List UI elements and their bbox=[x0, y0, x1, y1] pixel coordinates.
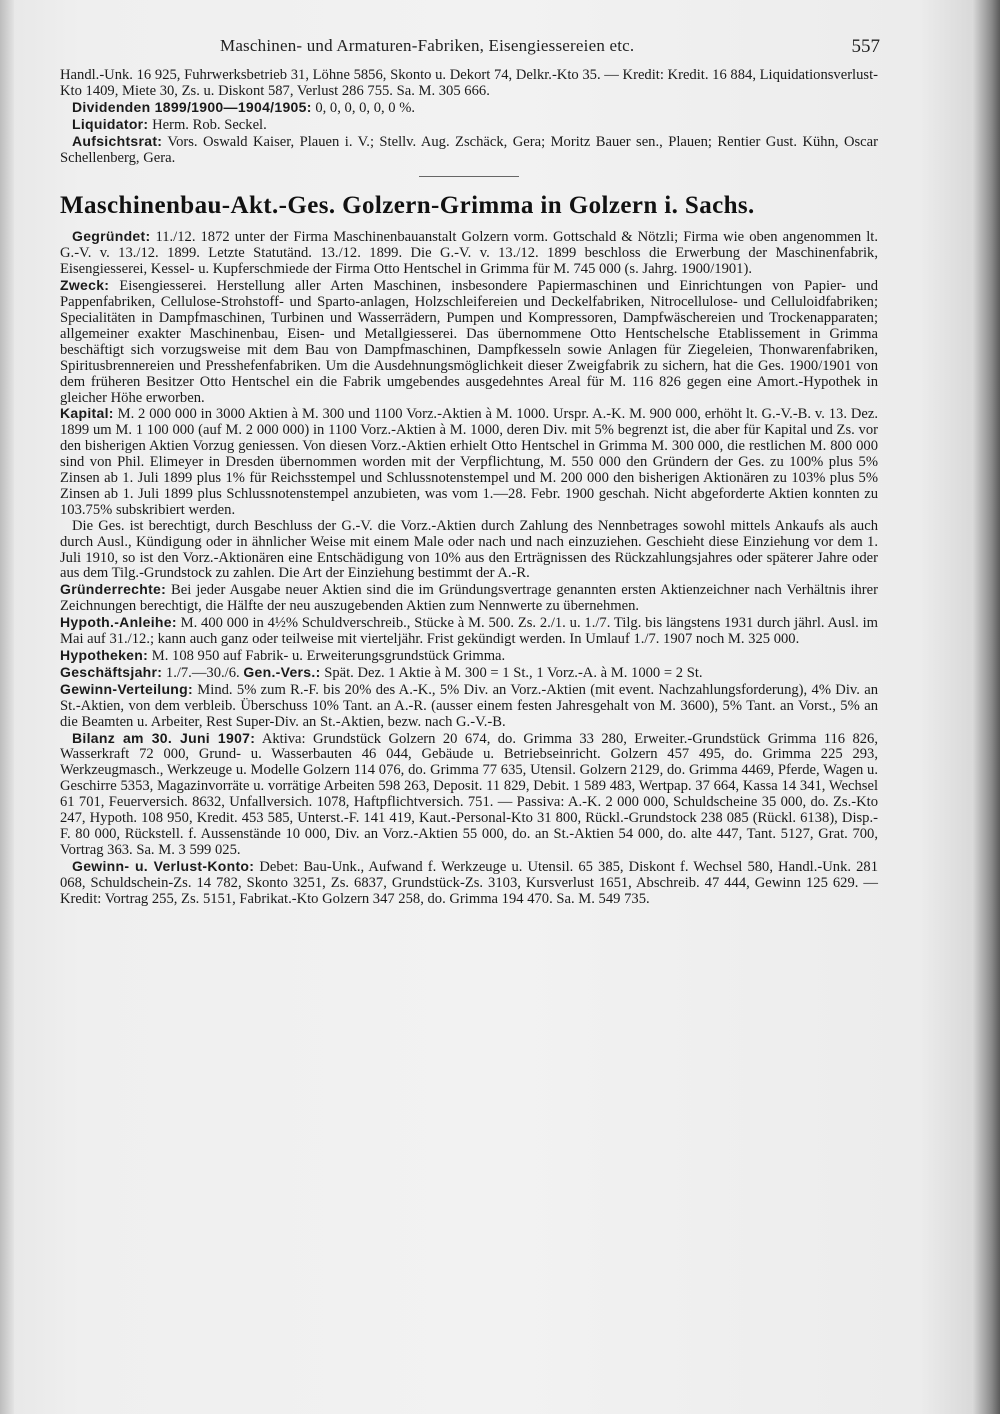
entry-kapital bbox=[60, 406, 878, 518]
hypotheken-text: M. 108 950 auf Fabrik- u. Erweiterungsgrundstück Grimma. bbox=[151, 648, 506, 664]
guv-label: Gewinn- u. Verlust-Konto: bbox=[72, 857, 255, 874]
running-head: Maschinen- und Armaturen-Fabriken, Eisengiessereien etc. bbox=[220, 36, 635, 55]
gewinn-text: Mind. 5% zum R.-F. bis 20% des A.-K., 5% Div. an Vorz.-Aktien (mit event. Nachzahlungsforderung), 4% Div. an St.-Aktien, von dem verbleib. Überschuss 10% Tant. an A.-R. (ausser einem festen Jahresgehalt von M. 3600), 5% Tant. an Vorst., 5% an die Beamten u. Arbeiter, Rest Super-Div. an St.-Aktien, bezw. nach G.-V.-B. bbox=[60, 681, 878, 730]
page-header bbox=[60, 36, 880, 62]
prev-entry-accounts: Handl.-Unk. 16 925, Fuhrwerksbetrieb 31, Löhne 5856, Skonto u. Dekort 74, Delkr.-Kto 35. — Kredit: Kredit. 16 884, Liquidationsverlust-Kto 1409, Miete 30, Zs. u. Diskont 587, Verlust 286 755. Sa. M. 305 666. bbox=[60, 67, 878, 99]
geschaeftsjahr-label: Geschäftsjahr: bbox=[60, 663, 163, 680]
genvers-text: Spät. Dez. 1 Aktie à M. 300 = 1 St., 1 Vorz.-A. à M. 1000 = 2 St. bbox=[324, 664, 703, 681]
bilanz-text: Aktiva: Grundstück Golzern 20 674, do. Grimma 33 280, Erweiter.-Grundstück Grimma 116 826, Wasserkraft 72 000, Grund- u. Wasserbauten 46 044, Gebäude u. Betriebseinricht. Golzern 457 495, do. Grimma 225 293, Werkzeugmasch., Werkzeuge u. Modelle Golzern 114 076, do. Grimma 77 635, Utensil. Golzern 2129, do. Grimma 4469, Pferde, Wagen u. Geschirre 5353, Magazinvorräte u. vorrätige Arbeiten 598 263, Deposit. 11 829, Debit. 1 589 483, Wertpap. 37 664, Kassa 14 341, Wechsel 61 701, Feuerversich. 8632, Unfallversich. 1078, Haftpflichtversich. 751. — Passiva: A.-K. 2 000 000, Schuldscheine 35 000, do. Zs.-Kto 247, Hypoth. 108 950, Kredit. 453 585, Unterst.-F. 141 419, Kaut.-Personal-Kto 31 800, Rückl.-Grundstock 238 085 (Rückl. 6138), Disp.-F. 80 000, Rückstell. f. Aussenstände 10 000, Div. an Vorz.-Aktien 55 000, do. an St.-Aktien 54 000, do. alte 447, Tant. 5127, Grat. 700, Vortrag 363. Sa. M. 3 599 025. bbox=[60, 730, 878, 858]
entry-zweck bbox=[60, 278, 878, 406]
prev-entry-dividenden bbox=[60, 100, 878, 117]
zweck-label: Zweck: bbox=[60, 277, 110, 294]
entry-hypotheken bbox=[60, 648, 878, 665]
page-edge-right bbox=[972, 0, 1000, 1414]
gegruendet-label: Gegründet: bbox=[72, 228, 151, 245]
bilanz-label: Bilanz am 30. Juni 1907: bbox=[72, 729, 256, 746]
prev-entry-aufsichtsrat bbox=[60, 134, 878, 167]
dividenden-label: Dividenden 1899/1900—1904/1905: bbox=[72, 98, 312, 115]
gewinn-label: Gewinn-Verteilung: bbox=[60, 680, 193, 697]
hypotheken-label: Hypotheken: bbox=[60, 647, 149, 663]
entry-guv bbox=[60, 859, 878, 908]
entry-gruenderrechte bbox=[60, 582, 878, 615]
entry-kapital-2: Die Ges. ist berechtigt, durch Beschluss der G.-V. die Vorz.-Aktien durch Zahlung des Nennbetrages sowohl mittels Ankaufs als auch durch Ausl., Kündigung oder in ähnlicher Weise mit einem Male oder nach und nach einzuziehen. Geschieht diese Einziehung vor dem 1. Juli 1910, so ist den Vorz.-Aktionären eine Entschädigung von 10% aus den Erträgnissen des Rückzahlungsjahres oder späterer Jahre oder aus dem Tilg.-Grundstock zu zahlen. Die Art der Einziehung bestimmt der A.-R. bbox=[60, 517, 878, 582]
gegruendet-text: 11./12. 1872 unter der Firma Maschinenbauanstalt Golzern vorm. Gottschald & Nötzli; Firma wie oben angenommen lt. G.-V. v. 13./12. 1899. Letzte Statutänd. 13./12. 1899. Die G.-V. v. 13./12. 1899 beschloss die Erwerbung der Maschinenfabrik, Eisengiesserei, Kessel- u. Kupferschmiede der Firma Otto Hentschel in Grimma für M. 745 000 (s. Jahrg. 1900/1901). bbox=[60, 229, 878, 278]
gruenderrechte-text: Bei jeder Ausgabe neuer Aktien sind die im Gründungsvertrage genannten ersten Aktienzeichner nach Verhältnis ihrer Zeichnungen berechtigt, die Hälfte der neu auszugebenden Aktien zum Nennwerte zu übernehmen. bbox=[60, 582, 878, 615]
dividenden-text: 0, 0, 0, 0, 0, 0 %. bbox=[315, 99, 416, 116]
aufsichtsrat-text: Vors. Oswald Kaiser, Plauen i. V.; Stellv. Aug. Zschäck, Gera; Moritz Bauer sen., Plauen; Rentier Gust. Kühn, Oscar Schellenberg, Gera. bbox=[60, 133, 878, 166]
guv-text: Debet: Bau-Unk., Aufwand f. Werkzeuge u. Utensil. 65 385, Diskont f. Wechsel 580, Handl.-Unk. 281 068, Schuldschein-Zs. 14 782, Skonto 3251, Zs. 6837, Grundstück-Zs. 3103, Kursverlust 1651, Abschreib. 47 444, Gewinn 125 629. — Kredit: Vortrag 255, Zs. 5151, Fabrikat.-Kto Golzern 347 258, do. Grimma 194 470. Sa. M. 549 735. bbox=[60, 858, 878, 907]
anleihe-text: M. 400 000 in 4½% Schuldverschreib., Stücke à M. 500. Zs. 2./1. u. 1./7. Tilg. bis längstens 1931 durch jährl. Ausl. im Mai auf 31./12.; kann auch ganz oder teilweise mit vierteljähr. Frist gekündigt werden. In Umlauf 1./7. 1907 noch M. 325 000. bbox=[60, 615, 878, 648]
page-number: 557 bbox=[851, 36, 880, 57]
aufsichtsrat-label: Aufsichtsrat: bbox=[72, 132, 163, 149]
section-divider bbox=[419, 176, 519, 177]
company-title: Maschinenbau-Akt.-Ges. Golzern-Grimma in Golzern i. Sachs. bbox=[60, 192, 755, 220]
page-body bbox=[60, 68, 878, 908]
anleihe-label: Hypoth.-Anleihe: bbox=[60, 614, 177, 631]
entry-gewinn-verteilung bbox=[60, 682, 878, 731]
liquidator-label: Liquidator: bbox=[72, 115, 149, 132]
entry-geschaeftsjahr bbox=[60, 665, 878, 682]
entry-bilanz bbox=[60, 731, 878, 859]
zweck-text: Eisengiesserei. Herstellung aller Arten Maschinen, insbesondere Papiermaschinen und Einrichtungen von Papier- und Pappenfabriken, Cellulose-Strohstoff- und Sparto-anlagen, Holzschleifereien und Deckelfabriken, Nitrocellulose- und Celluloidfabriken; Specialitäten in Dampfmaschinen, Turbinen und Wasserrädern, Pumpen und Kompressoren, Dampfwäschereien und Trockenapparaten; allgemeiner exakter Maschinenbau, Eisen- und Metallgiesserei. Das übernommene Otto Hentschelsche Etablissement in Grimma beschäftigt sich vorzugsweise mit dem Bau von Dampfmaschinen, Dampfkesseln sowie Anlagen für Ziegeleien, Thonwarenfabriken, Spiritusbrennereien und Presshefenfabriken. Um die Ausdehnungsmöglichkeit dieser Zweigfabrik zu sichern, hat die Ges. 1900/1901 von dem früheren Besitzer Otto Hentschel ein die Fabrik umgebendes ausgedehntes Areal für M. 116 826 gegen eine Amort.-Hypothek in gleicher Höhe erworben. bbox=[60, 278, 878, 406]
page-edge-left bbox=[0, 0, 14, 1414]
entry-anleihe bbox=[60, 615, 878, 648]
kapital-text: M. 2 000 000 in 3000 Aktien à M. 300 und 1100 Vorz.-Aktien à M. 1000. Urspr. A.-K. M. 900 000, erhöht lt. G.-V.-B. v. 13. Dez. 1899 um M. 1 100 000 (auf M. 2 000 000) in 1100 Vorz.-Aktien à M. 1000, deren Div. mit 5% begrenzt ist, die aber für Kapital und Zs. vor den bisherigen Aktien Vorzug geniessen. Von diesen Vorz.-Aktien erhielt Otto Hentschel in Grimma M. 300 000, die restlichen M. 800 000 sind von Phil. Elimeyer in Dresden übernommen worden mit der Verpflichtung, M. 550 000 den Gründern der Ges. zu 100% plus 5% Zinsen ab 1. Juli 1899 plus 1% für Reichsstempel und Schlussnotenstempel und M. 200 000 den bisherigen Aktionären zu 103% plus 5% Zinsen ab 1. Juli 1899 plus Schlussnotenstempel anzubieten, was vom 1.—28. Febr. 1900 geschah. Nicht abgeforderte Aktien konnten zu 103.75% subskribiert werden. bbox=[60, 406, 878, 518]
prev-entry-liquidator bbox=[60, 117, 878, 134]
gruenderrechte-label: Gründerrechte: bbox=[60, 581, 167, 598]
geschaeftsjahr-text: 1./7.—30./6. bbox=[165, 664, 240, 681]
kapital-label: Kapital: bbox=[60, 405, 114, 422]
liquidator-text: Herm. Rob. Seckel. bbox=[152, 116, 267, 133]
genvers-label: Gen.-Vers.: bbox=[243, 663, 321, 680]
entry-gegruendet bbox=[60, 229, 878, 278]
